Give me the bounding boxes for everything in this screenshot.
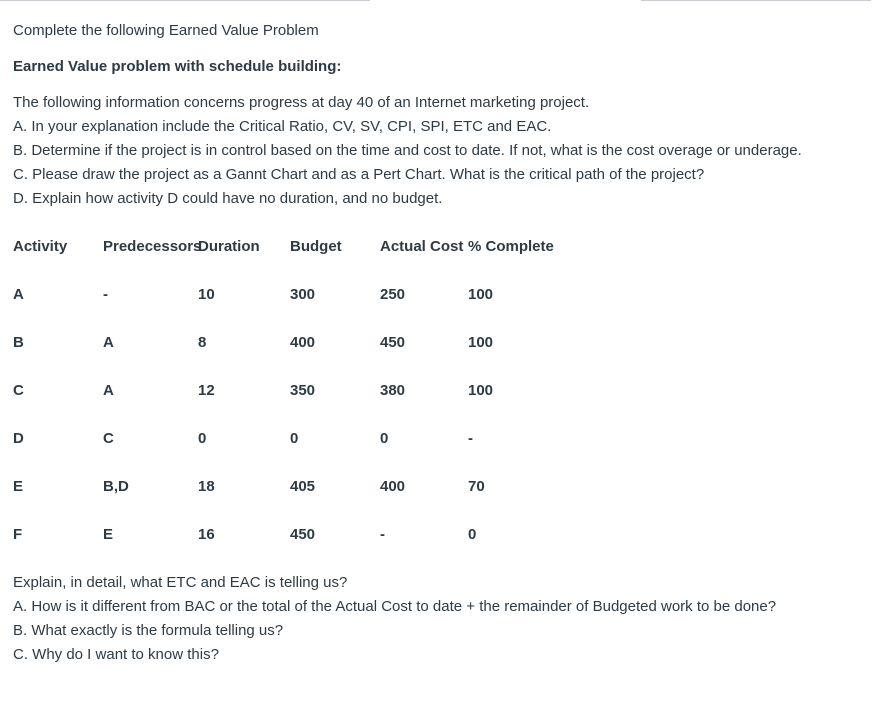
header-actual-cost: Actual Cost [380, 238, 464, 255]
header-activity: Activity [13, 238, 68, 255]
top-divider-left [0, 0, 370, 1]
header-predecessors: Predecessors [103, 238, 202, 255]
cell-percent-complete: 100 [468, 334, 494, 351]
cell-activity: C [13, 382, 24, 399]
cell-budget: 300 [290, 286, 316, 303]
cell-duration: 18 [198, 478, 215, 495]
cell-budget: 350 [290, 382, 316, 399]
cell-duration: 12 [198, 382, 215, 399]
cell-budget: 405 [290, 478, 316, 495]
cell-predecessors: B,D [103, 478, 129, 495]
top-divider-right [641, 0, 871, 1]
cell-budget: 0 [290, 430, 299, 447]
cell-predecessors: A [103, 334, 114, 351]
header-percent-complete: % Complete [468, 238, 554, 255]
cell-duration: 10 [198, 286, 215, 303]
cell-percent-complete: 100 [468, 286, 494, 303]
cell-actual-cost: 380 [380, 382, 406, 399]
followup-item-b: B. What exactly is the formula telling us? [13, 622, 284, 639]
cell-predecessors: C [103, 430, 114, 447]
description-item-c: C. Please draw the project as a Gannt Chart and as a Pert Chart. What is the critical path of the project? [13, 166, 705, 183]
cell-budget: 400 [290, 334, 316, 351]
cell-activity: F [13, 526, 23, 543]
cell-actual-cost: 400 [380, 478, 406, 495]
header-duration: Duration [198, 238, 260, 255]
cell-predecessors: - [103, 286, 108, 303]
followup-item-a: A. How is it different from BAC or the total of the Actual Cost to date + the remainder of Budgeted work to be done? [13, 598, 777, 615]
cell-actual-cost: 0 [380, 430, 389, 447]
cell-budget: 450 [290, 526, 316, 543]
description-item-a: A. In your explanation include the Critical Ratio, CV, SV, CPI, SPI, ETC and EAC. [13, 118, 552, 135]
followup-lead: Explain, in detail, what ETC and EAC is telling us? [13, 574, 348, 591]
followup-item-c: C. Why do I want to know this? [13, 646, 219, 663]
problem-title: Earned Value problem with schedule building: [13, 58, 342, 75]
cell-duration: 16 [198, 526, 215, 543]
cell-activity: B [13, 334, 24, 351]
cell-predecessors: A [103, 382, 114, 399]
cell-percent-complete: 100 [468, 382, 494, 399]
cell-actual-cost: 250 [380, 286, 406, 303]
cell-percent-complete: - [468, 430, 473, 447]
cell-activity: A [13, 286, 24, 303]
cell-actual-cost: 450 [380, 334, 406, 351]
cell-percent-complete: 0 [468, 526, 477, 543]
header-budget: Budget [290, 238, 342, 255]
cell-percent-complete: 70 [468, 478, 485, 495]
cell-activity: D [13, 430, 24, 447]
description-item-d: D. Explain how activity D could have no duration, and no budget. [13, 190, 443, 207]
description-lead: The following information concerns progress at day 40 of an Internet marketing project. [13, 94, 590, 111]
cell-duration: 0 [198, 430, 207, 447]
intro-line: Complete the following Earned Value Problem [13, 22, 319, 39]
cell-activity: E [13, 478, 24, 495]
cell-actual-cost: - [380, 526, 385, 543]
cell-predecessors: E [103, 526, 114, 543]
cell-duration: 8 [198, 334, 207, 351]
description-item-b: B. Determine if the project is in control based on the time and cost to date. If not, what is the cost overage or underage. [13, 142, 802, 159]
